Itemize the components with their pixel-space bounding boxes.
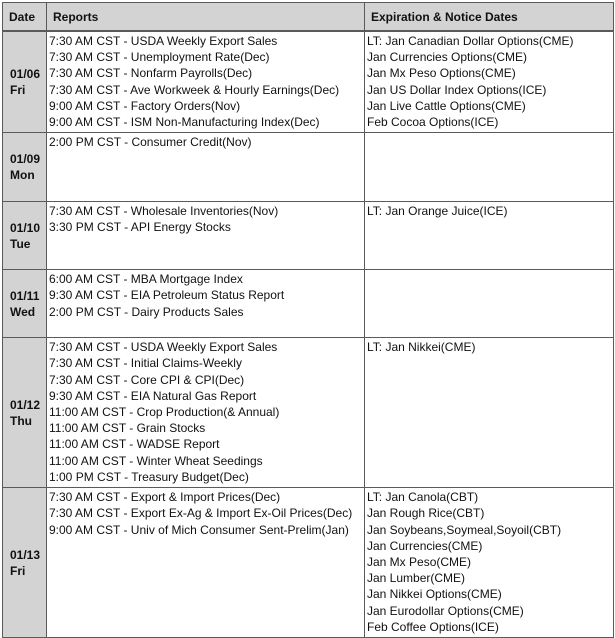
reports-cell xyxy=(47,488,365,638)
report-item: 6:00 AM CST - MBA Mortgage Index xyxy=(49,272,243,287)
economic-calendar-table xyxy=(2,2,614,638)
expiration-item: LT: Jan Orange Juice(ICE) xyxy=(367,204,508,219)
reports-cell xyxy=(47,133,365,202)
report-item: 11:00 AM CST - WADSE Report xyxy=(49,437,220,452)
date-cell xyxy=(3,31,47,133)
report-item: 9:30 AM CST - EIA Petroleum Status Report xyxy=(49,288,285,303)
expiration-item: LT: Jan Canola(CBT) xyxy=(367,490,479,505)
reports-column-header: Reports xyxy=(47,3,365,32)
expiration-item: Jan Eurodollar Options(CME) xyxy=(367,603,524,618)
report-item: 2:00 PM CST - Dairy Products Sales xyxy=(49,304,244,319)
report-item: 7:30 AM CST - USDA Weekly Export Sales xyxy=(49,34,278,48)
expiration-item: Jan Live Cattle Options(CME) xyxy=(367,98,526,113)
expiration-cell xyxy=(365,488,614,638)
table-row xyxy=(3,133,614,202)
report-item: 7:30 AM CST - Initial Claims-Weekly xyxy=(49,356,242,371)
header-row xyxy=(3,3,614,32)
table-row xyxy=(3,270,614,338)
day-label: Tue xyxy=(10,236,31,251)
expiration-cell xyxy=(365,338,614,488)
expiration-item: Jan Nikkei Options(CME) xyxy=(367,587,502,602)
date-label: 01/13 xyxy=(10,547,41,562)
date-label: 01/10 xyxy=(10,220,41,235)
expiration-item: Feb Coffee Options(ICE) xyxy=(367,619,499,634)
date-cell xyxy=(3,133,47,202)
expiration-item: Jan US Dollar Index Options(ICE) xyxy=(367,82,547,97)
expiration-item: Jan Lumber(CME) xyxy=(367,571,466,586)
day-label: Mon xyxy=(10,168,35,183)
expiration-item: Jan Mx Peso(CME) xyxy=(367,555,472,570)
report-item: 7:30 AM CST - USDA Weekly Export Sales xyxy=(49,340,278,355)
expiration-item: LT: Jan Canadian Dollar Options(CME) xyxy=(367,34,574,48)
expiration-item: LT: Jan Nikkei(CME) xyxy=(367,340,476,355)
date-cell xyxy=(3,338,47,488)
expiration-item: Feb Cocoa Options(ICE) xyxy=(367,115,499,130)
day-label: Fri xyxy=(10,83,26,98)
report-item: 11:00 AM CST - Grain Stocks xyxy=(49,421,206,436)
date-label: 01/12 xyxy=(10,397,41,412)
table-row xyxy=(3,338,614,488)
date-label: 01/09 xyxy=(10,152,41,167)
report-item: 1:00 PM CST - Treasury Budget(Dec) xyxy=(49,469,249,484)
date-label: 01/06 xyxy=(10,67,41,82)
report-item: 11:00 AM CST - Crop Production(& Annual) xyxy=(49,405,280,420)
date-label: 01/11 xyxy=(10,288,40,303)
date-cell xyxy=(3,202,47,270)
report-item: 7:30 AM CST - Nonfarm Payrolls(Dec) xyxy=(49,66,253,81)
table-row xyxy=(3,488,614,638)
reports-cell xyxy=(47,338,365,488)
report-item: 7:30 AM CST - Export & Import Prices(Dec) xyxy=(49,490,281,505)
reports-cell xyxy=(47,31,365,133)
day-label: Fri xyxy=(10,563,26,578)
expiration-cell xyxy=(365,31,614,133)
expiration-item: Jan Mx Peso Options(CME) xyxy=(367,66,516,81)
reports-cell xyxy=(47,270,365,338)
expiration-cell xyxy=(365,270,614,338)
expiration-column-header: Expiration & Notice Dates xyxy=(365,3,614,32)
report-item: 9:00 AM CST - Univ of Mich Consumer Sent-Prelim(Jan) xyxy=(49,522,349,537)
expiration-cell xyxy=(365,202,614,270)
expiration-item: Jan Soybeans,Soymeal,Soyoil(CBT) xyxy=(367,522,562,537)
report-item: 2:00 PM CST - Consumer Credit(Nov) xyxy=(49,135,252,150)
report-item: 11:00 AM CST - Winter Wheat Seedings xyxy=(49,453,263,468)
date-cell xyxy=(3,488,47,638)
report-item: 7:30 AM CST - Core CPI & CPI(Dec) xyxy=(49,372,245,387)
report-item: 3:30 PM CST - API Energy Stocks xyxy=(49,220,231,235)
expiration-item: Jan Currencies(CME) xyxy=(367,538,483,553)
expiration-cell xyxy=(365,133,614,202)
day-label: Thu xyxy=(10,413,32,428)
report-item: 7:30 AM CST - Export Ex-Ag & Import Ex-Oil Prices(Dec) xyxy=(49,506,353,521)
report-item: 7:30 AM CST - Ave Workweek & Hourly Earnings(Dec) xyxy=(49,82,340,97)
report-item: 7:30 AM CST - Unemployment Rate(Dec) xyxy=(49,50,270,65)
table-row xyxy=(3,202,614,270)
report-item: 9:30 AM CST - EIA Natural Gas Report xyxy=(49,388,257,403)
expiration-item: Jan Currencies Options(CME) xyxy=(367,50,528,65)
table-row xyxy=(3,31,614,133)
date-column-header: Date xyxy=(3,3,47,32)
expiration-item: Jan Rough Rice(CBT) xyxy=(367,506,485,521)
report-item: 9:00 AM CST - Factory Orders(Nov) xyxy=(49,98,241,113)
report-item: 9:00 AM CST - ISM Non-Manufacturing Index(Dec) xyxy=(49,115,320,130)
day-label: Wed xyxy=(10,304,36,319)
report-item: 7:30 AM CST - Wholesale Inventories(Nov) xyxy=(49,204,279,219)
date-cell xyxy=(3,270,47,338)
reports-cell xyxy=(47,202,365,270)
